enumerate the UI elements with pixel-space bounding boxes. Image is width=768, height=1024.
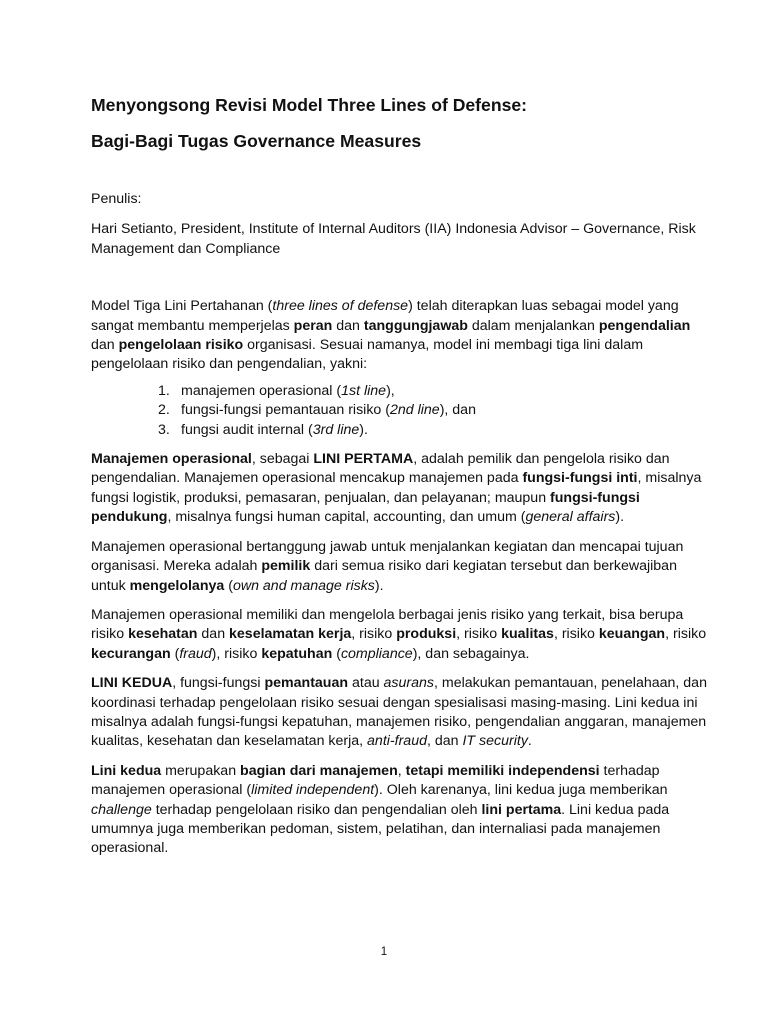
list-item: 2. fungsi-fungsi pemantauan risiko (2nd line), dan bbox=[158, 402, 476, 419]
author-name: Hari Setianto, President, Institute of Internal Auditors (IIA) Indonesia Advisor – Governance, Risk Management dan Compliance bbox=[91, 221, 696, 257]
page-number: 1 bbox=[380, 946, 388, 958]
paragraph-second-line: LINI KEDUA, fungsi-fungsi pemantauan atau asurans, melakukan pemantauan, penelahaan, dan koordinasi terhadap pengelolaan risiko sesuai dengan spesialisasi masing-masing. Lini kedua ini misalnya adalah fungsi-fungsi kepatuhan, manajemen risiko, pengendalian anggaran, manajemen kualitas, kesehatan dan keselamatan kerja, anti-fraud, dan IT security. bbox=[91, 675, 707, 750]
list-item: 1. manajemen operasional (1st line), bbox=[158, 382, 395, 399]
paragraph-second-line-independence: Lini kedua merupakan bagian dari manajemen, tetapi memiliki independensi terhadap manajemen operasional (limited independent). Oleh karenanya, lini kedua juga memberikan challenge terhadap pengelolaan risiko dan pengendalian oleh lini pertama. Lini kedua pada umumnya juga memberikan pedoman, sistem, pelatihan, dan internaliasi pada manajemen operasional. bbox=[91, 762, 670, 857]
document-title-line-1: Menyongsong Revisi Model Three Lines of Defense: bbox=[91, 95, 528, 115]
author-label: Penulis: bbox=[91, 191, 142, 207]
paragraph-first-line: Manajemen operasional, sebagai LINI PERTAMA, adalah pemilik dan pengelola risiko dan pengendalian. Manajemen operasional mencakup manajemen pada fungsi-fungsi inti, misalnya fungsi logistik, produksi, pemasaran, penjualan, dan pelayanan; maupun fungsi-fungsi pendukung, misalnya fungsi human capital, accounting, dan umum (general affairs). bbox=[91, 451, 702, 526]
document-body bbox=[91, 90, 707, 859]
intro-paragraph: Model Tiga Lini Pertahanan (three lines of defense) telah diterapkan luas sebagai model yang sangat membantu memperjelas peran dan tanggungjawab dalam menjalankan pengendalian dan pengelolaan risiko organisasi. Sesuai namanya, model ini membagi tiga lini dalam pengelolaan risiko dan pengendalian, yakni: bbox=[91, 298, 691, 373]
paragraph-responsibility: Manajemen operasional bertanggung jawab untuk menjalankan kegiatan dan mencapai tujuan organisasi. Mereka adalah pemilik dari semua risiko dari kegiatan tersebut dan berkewajiban untuk mengelolanya (own and manage risks). bbox=[91, 538, 684, 594]
lines-of-defense-list bbox=[91, 382, 707, 440]
paragraph-risk-types: Manajemen operasional memiliki dan mengelola berbagai jenis risiko yang terkait, bisa berupa risiko kesehatan dan keselamatan kerja, risiko produksi, risiko kualitas, risiko keuangan, risiko kecurangan (fraud), risiko kepatuhan (compliance), dan sebagainya. bbox=[91, 606, 707, 662]
document-title-line-2: Bagi-Bagi Tugas Governance Measures bbox=[91, 131, 422, 151]
list-item: 3. fungsi audit internal (3rd line). bbox=[158, 421, 368, 438]
